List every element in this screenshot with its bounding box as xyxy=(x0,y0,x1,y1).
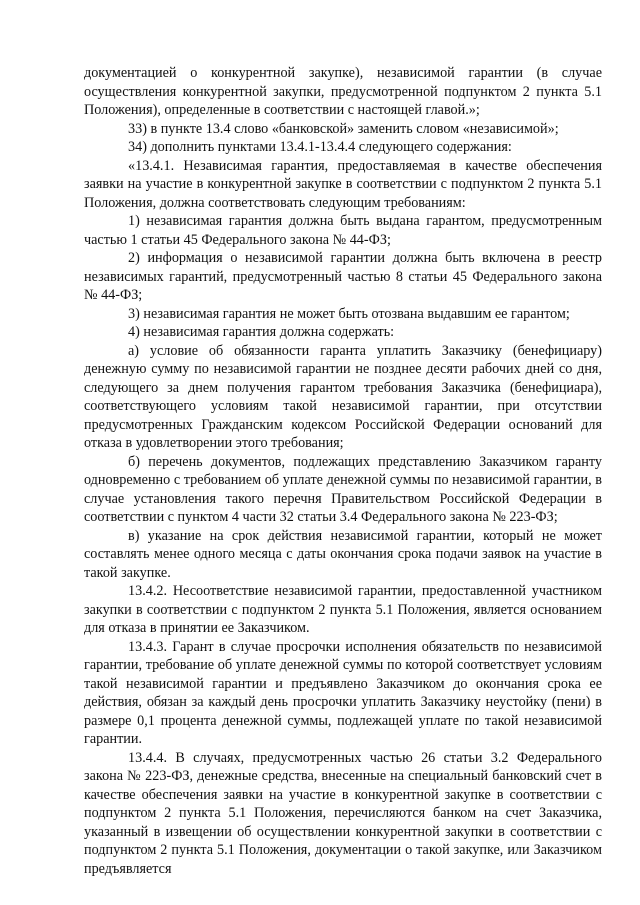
paragraph-13-4-4: 13.4.4. В случаях, предусмотренных частью 26 статьи 3.2 Федерального закона № 223-ФЗ, денежные средства, внесенные на специальный банковский счет в качестве обеспечения заявки на участие в конкурентной закупке в соответствии с подпунктом 2 пункта 5.1 Положения, перечисляются банком на счет Заказчика, указанный в извещении об осуществлении конкурентной закупки в соответствии с подпунктом 2 пункта 5.1 Положения, документации о такой закупке, или Заказчиком предъявляется xyxy=(84,749,602,877)
paragraph-item-34: 34) дополнить пунктами 13.4.1-13.4.4 следующего содержания: xyxy=(128,139,512,155)
document-page xyxy=(84,64,602,878)
paragraph-subitem-b: б) перечень документов, подлежащих представлению Заказчиком гаранту одновременно с требованием об уплате денежной суммы по независимой гарантии, в случае установления такого перечня Правительством Российской Федерации в соответствии с пунктом 4 части 32 статьи 3.4 Федерального закона № 223-ФЗ; xyxy=(84,453,602,525)
paragraph-subitem-v: в) указание на срок действия независимой гарантии, который не может составлять менее одного месяца с даты окончания срока подачи заявок на участие в такой закупке. xyxy=(84,527,602,581)
paragraph-requirement-2: 2) информация о независимой гарантии должна быть включена в реестр независимых гарантий, предусмотренный частью 8 статьи 45 Федерального закона № 44-ФЗ; xyxy=(84,250,602,303)
paragraph-requirement-3: 3) независимая гарантия не может быть отозвана выдавшим ее гарантом; xyxy=(128,305,570,322)
paragraph-subitem-a: а) условие об обязанности гаранта уплатить Заказчику (бенефициару) денежную сумму по независимой гарантии не позднее десяти рабочих дней со дня, следующего за днем получения гарантом требования Заказчика (бенефициара), соответствующего условиям такой независимой гарантии, при отсутствии предусмотренных Гражданским кодексом Российской Федерации оснований для отказа в удовлетворении этого требования; xyxy=(84,342,602,451)
paragraph-requirement-4: 4) независимая гарантия должна содержать: xyxy=(128,324,395,340)
paragraph-13-4-3: 13.4.3. Гарант в случае просрочки исполнения обязательств по независимой гарантии, требование об уплате денежной суммы по которой соответствует условиям такой независимой гарантии и предъявлено Заказчиком до окончания срока ее действия, обязан за каждый день просрочки уплатить Заказчику неустойку (пени) в размере 0,1 процента денежной суммы, подлежащей уплате по такой независимой гарантии. xyxy=(84,638,602,747)
paragraph-item-33: 33) в пункте 13.4 слово «банковской» заменить словом «независимой»; xyxy=(128,120,559,137)
paragraph-requirement-1: 1) независимая гарантия должна быть выдана гарантом, предусмотренным частью 1 статьи 45 Федерального закона № 44-ФЗ; xyxy=(84,213,602,248)
paragraph-continuation: документацией о конкурентной закупке), независимой гарантии (в случае осуществления конкурентной закупки, предусмотренной подпунктом 2 пункта 5.1 Положения), определенные в соответствии с настоящей главой.»; xyxy=(84,65,602,118)
paragraph-13-4-2: 13.4.2. Несоответствие независимой гарантии, предоставленной участником закупки в соответствии с подпунктом 2 пункта 5.1 Положения, является основанием для отказа в принятии ее Заказчиком. xyxy=(84,583,602,636)
paragraph-13-4-1: «13.4.1. Независимая гарантия, предоставляемая в качестве обеспечения заявки на участие в конкурентной закупке в соответствии с подпунктом 2 пункта 5.1 Положения, должна соответствовать следующим требованиям: xyxy=(84,157,602,211)
